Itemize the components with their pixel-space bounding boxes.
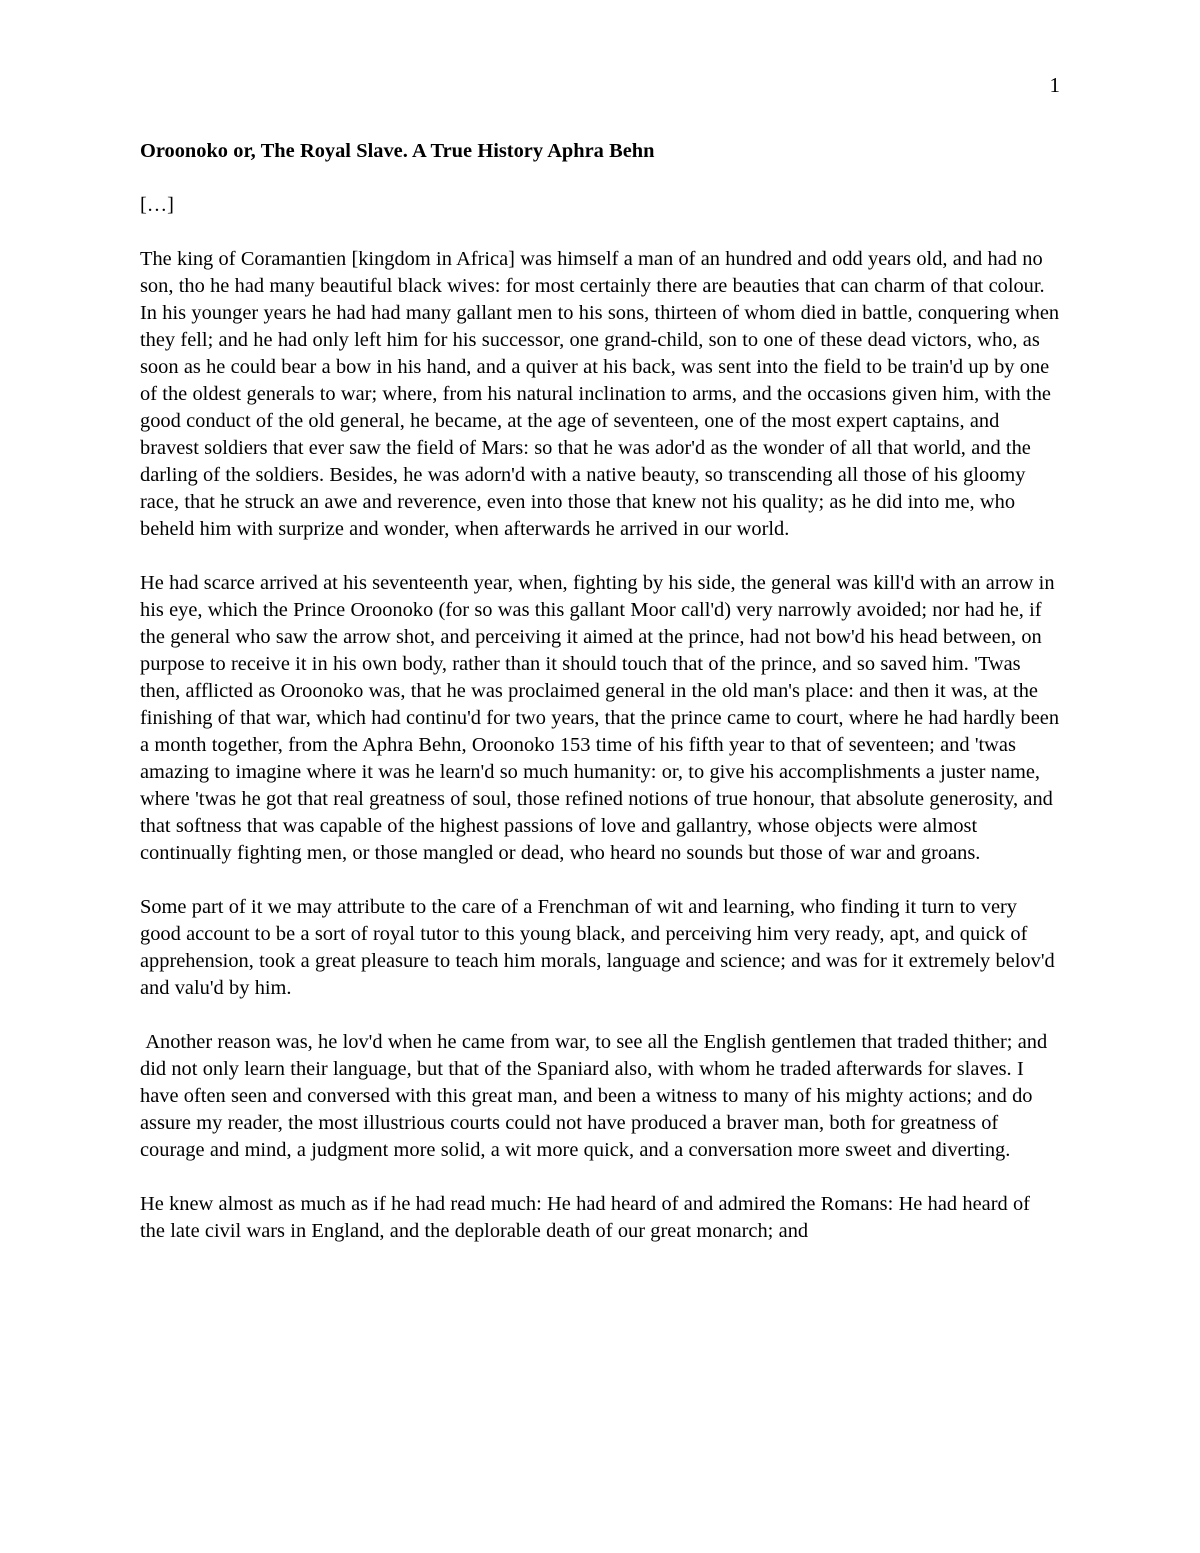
- paragraph-5: He knew almost as much as if he had read much: He had heard of and admired the Romans: He had heard of the late civil wars in England, and the deplorable death of our great monarch; and: [140, 1193, 1030, 1242]
- page-number: 1: [1049, 73, 1060, 97]
- paragraph-1: The king of Coramantien [kingdom in Africa] was himself a man of an hundred and odd years old, and had no son, tho he had many beautiful black wives: for most certainly there are beauties that can charm of that colour. In his younger years he had had many gallant men to his sons, thirteen of whom died in battle, conquering when they fell; and he had only left him for his successor, one grand-child, son to one of these dead victors, who, as soon as he could bear a bow in his hand, and a quiver at his back, was sent into the field to be train'd up by one of the oldest generals to war; where, from his natural inclination to arms, and the occasions given him, with the good conduct of the old general, he became, at the age of seventeen, one of the most expert captains, and bravest soldiers that ever saw the field of Mars: so that he was ador'd as the wonder of all that world, and the darling of the soldiers. Besides, he was adorn'd with a native beauty, so transcending all those of his gloomy race, that he struck an awe and reverence, even into those that knew not his quality; as he did into me, who beheld him with surprize and wonder, when afterwards he arrived in our world.: [140, 248, 1060, 540]
- paragraph-3: Some part of it we may attribute to the care of a Frenchman of wit and learning, who finding it turn to very good account to be a sort of royal tutor to this young black, and perceiving him very ready, apt, and quick of apprehension, took a great pleasure to teach him morals, language and science; and was for it extremely belov'd and valu'd by him.: [140, 896, 1055, 999]
- paragraph-2: He had scarce arrived at his seventeenth year, when, fighting by his side, the general was kill'd with an arrow in his eye, which the Prince Oroonoko (for so was this gallant Moor call'd) very narrowly avoided; nor had he, if the general who saw the arrow shot, and perceiving it aimed at the prince, had not bow'd his head between, on purpose to receive it in his own body, rather than it should touch that of the prince, and so saved him. 'Twas then, afflicted as Oroonoko was, that he was proclaimed general in the old man's place: and then it was, at the finishing of that war, which had continu'd for two years, that the prince came to court, where he had hardly been a month together, from the Aphra Behn, Oroonoko 153 time of his fifth year to that of seventeen; and 'twas amazing to imagine where it was he learn'd so much humanity: or, to give his accomplishments a juster name, where 'twas he got that real greatness of soul, those refined notions of true honour, that absolute generosity, and that softness that was capable of the highest passions of love and gallantry, whose objects were almost continually fighting men, or those mangled or dead, who heard no sounds but those of war and groans.: [140, 572, 1060, 864]
- ellipsis-marker: […]: [140, 194, 174, 216]
- paragraph-4: Another reason was, he lov'd when he came from war, to see all the English gentlemen that traded thither; and did not only learn their language, but that of the Spaniard also, with whom he traded afterwards for slaves. I have often seen and conversed with this great man, and been a witness to many of his mighty actions; and do assure my reader, the most illustrious courts could not have produced a braver man, both for greatness of courage and mind, a judgment more solid, a wit more quick, and a conversation more sweet and diverting.: [140, 1031, 1053, 1161]
- document-title: Oroonoko or, The Royal Slave. A True History Aphra Behn: [140, 140, 655, 162]
- document-body: [140, 138, 1060, 1272]
